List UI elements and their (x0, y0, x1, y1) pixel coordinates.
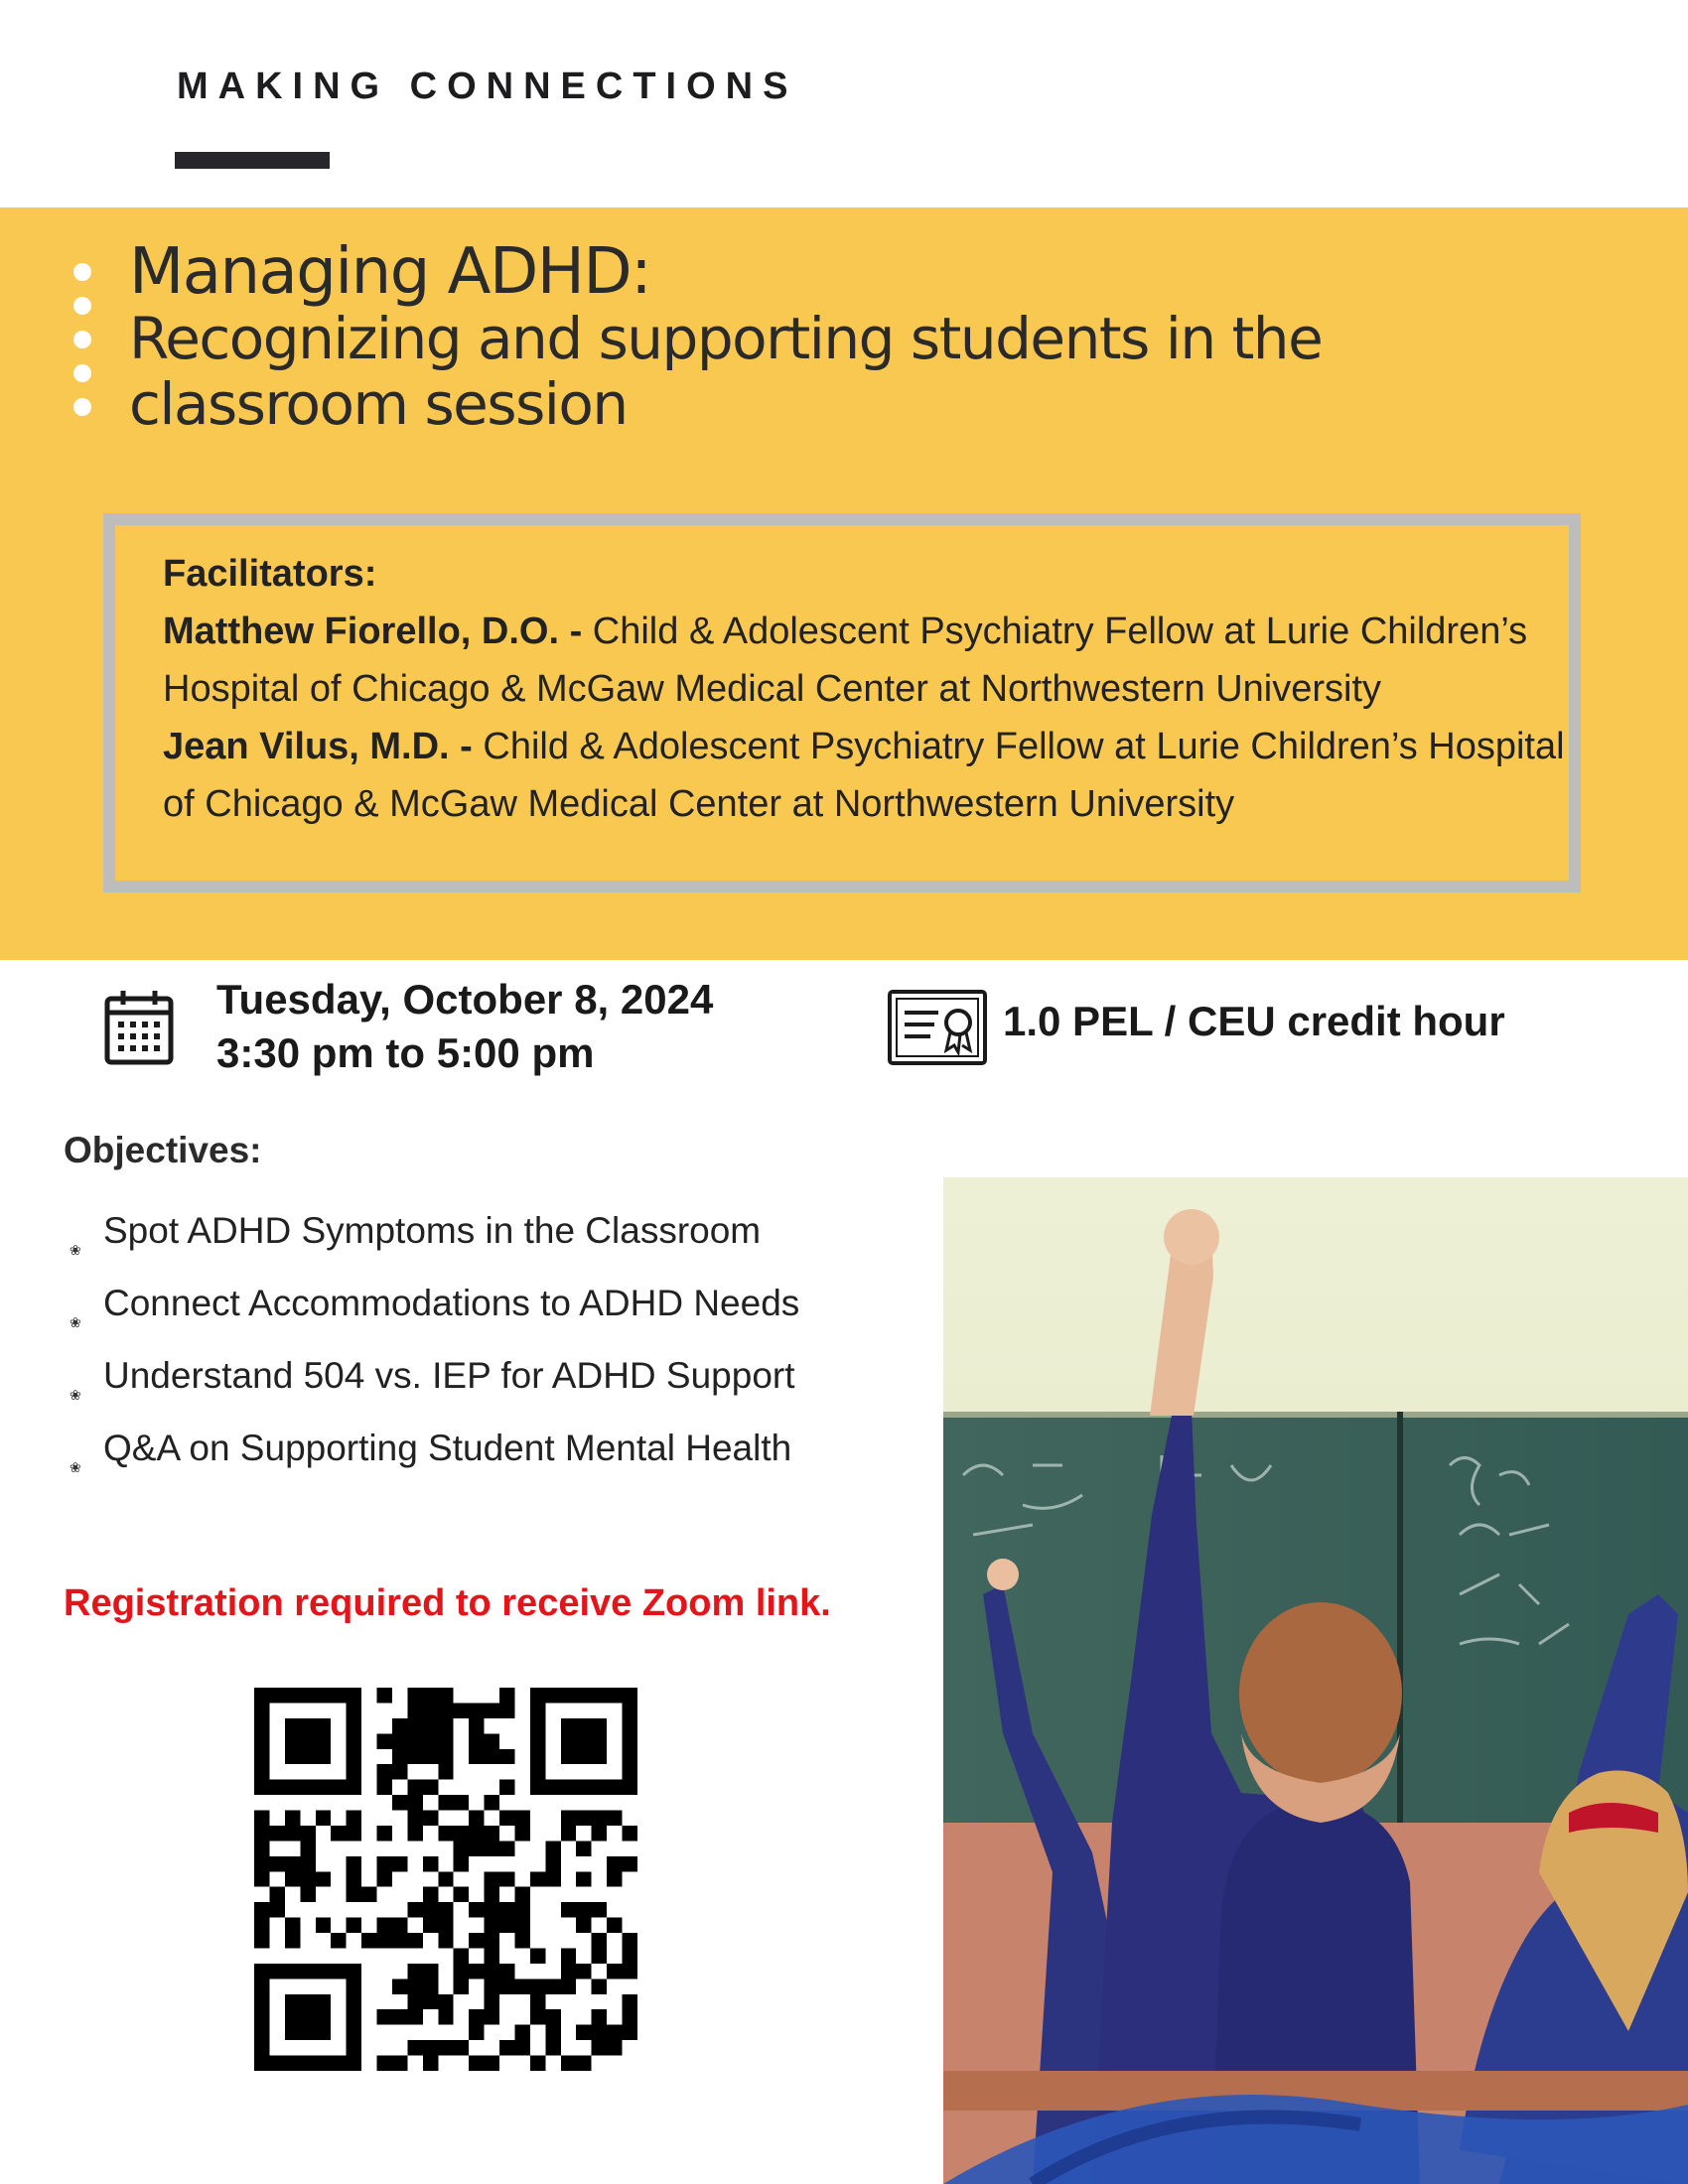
title-underline-bar (175, 152, 330, 169)
objectives-heading: Objectives: (64, 1130, 262, 1170)
facilitators-box (103, 513, 1581, 892)
facilitator-role: Child & Adolescent Psychiatry Fellow at Lurie Children’s Hospital of Chicago & McGaw Medical Center at Northwestern University (163, 726, 1565, 825)
session-title-line-2: Recognizing and supporting students in the (129, 305, 1323, 372)
flower-bullet-icon: ❀ (70, 1387, 81, 1403)
objective-text: Understand 504 vs. IEP for ADHD Support (103, 1355, 795, 1396)
objective-item (66, 1201, 939, 1274)
classroom-photo (943, 1177, 1688, 2184)
dot (73, 331, 91, 348)
event-datetime (216, 973, 713, 1080)
objective-text: Connect Accommodations to ADHD Needs (103, 1283, 800, 1323)
event-time: 3:30 pm to 5:00 pm (216, 1029, 595, 1076)
flower-bullet-icon: ❀ (70, 1459, 81, 1475)
decorative-dots (73, 263, 95, 432)
dot (73, 364, 91, 382)
objective-text: Q&A on Supporting Student Mental Health (103, 1428, 792, 1468)
registration-notice: Registration required to receive Zoom link. (64, 1582, 831, 1624)
session-title-line-1: Managing ADHD: (129, 235, 651, 309)
event-date: Tuesday, October 8, 2024 (216, 976, 714, 1023)
objective-text: Spot ADHD Symptoms in the Classroom (103, 1210, 762, 1251)
flower-bullet-icon: ❀ (70, 1242, 81, 1258)
flower-bullet-icon: ❀ (70, 1314, 81, 1330)
certificate-icon (887, 989, 988, 1066)
dot (73, 398, 91, 416)
registration-qr-code[interactable] (254, 1688, 637, 2071)
objective-item (66, 1419, 939, 1491)
objective-item (66, 1274, 939, 1346)
series-title: MAKING CONNECTIONS (177, 66, 798, 107)
facilitator-entry (163, 718, 1573, 833)
session-title (129, 235, 1638, 438)
objectives-list (66, 1201, 939, 1491)
dot (73, 297, 91, 315)
session-title-line-3: classroom session (129, 370, 628, 438)
credit-hours: 1.0 PEL / CEU credit hour (1003, 998, 1505, 1044)
facilitator-name: Matthew Fiorello, D.O. - (163, 611, 583, 652)
facilitator-name: Jean Vilus, M.D. - (163, 726, 473, 767)
calendar-icon (103, 989, 175, 1066)
facilitator-role: Child & Adolescent Psychiatry Fellow at Lurie Children’s Hospital of Chicago & McGaw Medical Center at Northwestern University (163, 611, 1528, 710)
dot (73, 263, 91, 281)
facilitators-heading: Facilitators: (163, 553, 377, 595)
objective-item (66, 1346, 939, 1419)
facilitator-entry (163, 603, 1573, 718)
